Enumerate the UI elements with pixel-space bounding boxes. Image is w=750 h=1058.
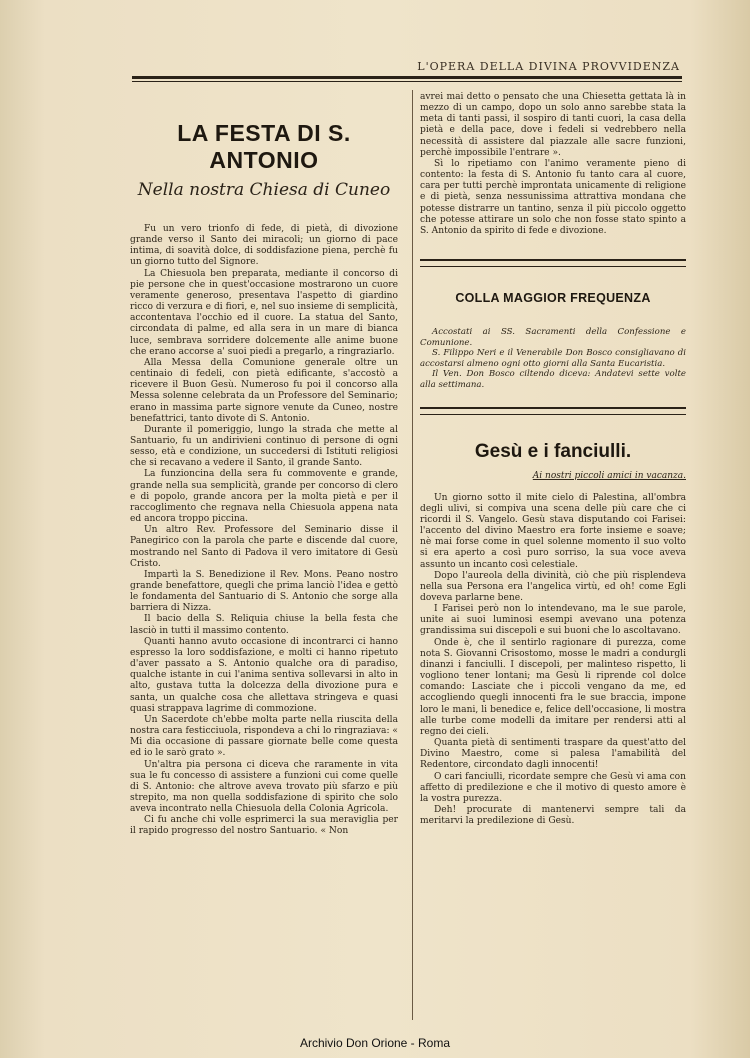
section-title-gesu: Gesù e i fanciulli. — [474, 440, 632, 462]
article-paragraph: Ci fu anche chi volle esprimerci la sua meraviglia per il rapido progresso del nostro Santuario. « Non — [130, 815, 398, 837]
running-head: L'OPERA DELLA DIVINA PROVVIDENZA — [417, 60, 680, 73]
continuation-paragraph: avrei mai detto o pensato che una Chiesetta gettata là in mezzo di un campo, dopo un solo anno sarebbe stata la meta di tanti passi, il sospiro di tanti cuori, la casa della pietà e della pace, dove i fedeli si vedrebbero nella necessità di assistere dal piazzale alle sacre funzioni, perchè impossibile l'entrare ». — [420, 92, 686, 158]
gesu-article-body — [420, 493, 686, 828]
frequency-section — [420, 327, 686, 391]
header-rule-thin — [132, 81, 682, 82]
section-rule — [420, 407, 686, 415]
column-divider — [412, 90, 413, 1020]
archive-footer: Archivio Don Orione - Roma — [299, 1036, 451, 1050]
gesu-paragraph: Deh! procurate di mantenervi sempre tali da meritarvi la predilezione di Gesù. — [420, 804, 686, 827]
gesu-paragraph: Onde è, che il sentirlo ragionare di purezza, come nota S. Giovanni Crisostomo, mosse le madri a condurgli dinanzi i fanciulli. I discepoli, per malinteso rispetto, li vogliono tener lontani; ma Gesù li riprende col dolce comando: Lasciate che i piccoli vengano da me, ed accogliendo quegli innocenti fra le sue braccia, impone loro le mani, li benedice e, felice dell'occasione, li mostra alle turbe come modelli da imitare per rendersi atti al regno dei cieli. — [420, 637, 686, 737]
left-column — [130, 120, 398, 838]
article-title: LA FESTA DI S. ANTONIO — [177, 120, 351, 173]
article-subtitle: Nella nostra Chiesa di Cuneo — [137, 180, 391, 200]
article-paragraph: Un Sacerdote ch'ebbe molta parte nella riuscita della nostra cara festicciuola, rispondeva a chi lo ringraziava: « Mi dia occasione di passare giornate belle come questa ed io le sarò grato ». — [130, 714, 398, 759]
header-rule — [132, 76, 682, 79]
article-body — [130, 224, 398, 838]
section-rule — [420, 259, 686, 267]
right-column — [420, 92, 686, 827]
article-paragraph: Quanti hanno avuto occasione di incontrarci ci hanno espresso la loro soddisfazione, e molti ci hanno ripetuto d'aver passato a S. Antonio qualche ora di paradiso, qualche istante in cui l'anima sentiva sollevarsi in alto in alto, gustava tutta la dolcezza della divozione pura e santa, un qualche cosa che allettava stringeva e quasi quasi strappava lagrime di commozione. — [130, 636, 398, 714]
article-paragraph: La funzioncina della sera fu commovente e grande, grande nella sua semplicità, grande per concorso di clero e di popolo, grande ancora per la molta pietà e per il raccoglimento che regnava nella Chiesuola appena nata ed ancora troppo piccina. — [130, 469, 398, 525]
article-paragraph: Durante il pomeriggio, lungo la strada che mette al Santuario, fu un andirivieni continuo di persone di ogni sesso, età e condizione, un succedersi di Istituti religiosi che si recavano a vedere il Santo, il grande Santo. — [130, 424, 398, 469]
article-paragraph: Impartì la S. Benedizione il Rev. Mons. Peano nostro grande benefattore, quegli che prima lanciò l'idea e gettò le fondamenta del Santuario di S. Antonio che sorge alla barriera di Nizza. — [130, 569, 398, 614]
article-paragraph: Il bacio della S. Reliquia chiuse la bella festa che lasciò in tutti il massimo contento. — [130, 614, 398, 636]
article-paragraph: Un altro Rev. Professore del Seminario disse il Panegirico con la parola che parte e discende dal cuore, mostrando nel Santo di Padova il vero imitatore di Gesù Cristo. — [130, 525, 398, 569]
section-title: COLLA MAGGIOR FREQUENZA — [455, 291, 651, 306]
frequency-paragraph: Il Ven. Don Bosco ciltendo diceva: Andatevi sette volte alla settimana. — [420, 369, 686, 390]
frequency-paragraph: S. Filippo Neri e il Venerabile Don Bosco consigliavano di accostarsi almeno ogni otto giorni alla Santa Eucaristia. — [420, 348, 686, 369]
article-paragraph: Fu un vero trionfo di fede, di pietà, di divozione grande verso il Santo dei miracoli; un giorno di pace intima, di soavità dolce, di soddisfazione piena, perchè fu un giorno tutto del Signore. — [130, 224, 398, 268]
gesu-paragraph: O cari fanciulli, ricordate sempre che Gesù vi ama con affetto di predilezione e che il motivo di questo amore è la vostra purezza. — [420, 771, 686, 804]
gesu-paragraph: I Farisei però non lo intendevano, ma le sue parole, unite ai suoi luminosi esempi avevano una potenza grandissima sui discepoli e sui buoni che lo ascoltavano. — [420, 604, 686, 637]
gesu-paragraph: Dopo l'aureola della divinità, ciò che più risplendeva nella sua Persona era l'angelica virtù, ed oh! come Egli doveva parlarne bene. — [420, 570, 686, 603]
article-continuation — [420, 92, 686, 237]
article-paragraph: La Chiesuola ben preparata, mediante il concorso di pie persone che in quest'occasione mostrarono un cuore veramente generoso, presentava l'aspetto di giardino ricco di verzura e di fiori, e, nel suo insieme di semplicità, accontentava l'occhio ed il cuore. La statua del Santo, circondata di palme, ed alla sera in un mare di bianca luce, sembrava sorridere dolcemente alle anime buone che erano accorse a' suoi piedi a pregarlo, a ringraziarlo. — [130, 268, 398, 357]
gesu-paragraph: Quanta pietà di sentimenti traspare da quest'atto del Divino Maestro, come si palesa l'amabilità del Redentore, circondato dagli innocenti! — [420, 738, 686, 771]
dedication: Ai nostri piccoli amici in vacanza. — [532, 470, 686, 481]
frequency-paragraph: Accostati ai SS. Sacramenti della Confessione e Comunione. — [420, 327, 686, 348]
gesu-paragraph: Un giorno sotto il mite cielo di Palestina, all'ombra degli ulivi, si compiva una scena delle più care che ci ricordi il S. Vangelo. Gesù stava disputando coi Farisei: l'accento del divino Maestro era forte insieme e soave; nè mai forse come in quel solenne momento il suo volto si era aperto a così puro sorriso, la sua voce aveva assunto un incanto così celestiale. — [420, 492, 686, 570]
continuation-paragraph: Sì lo ripetiamo con l'animo veramente pieno di contento: la festa di S. Antonio fu tanto cara al cuore, cara per tutti perchè improntata unicamente di religione e di pietà, senza nessunissima attrattiva mondana che potesse distrarre un tantino, senza il più piccolo oggetto che potesse attirare un solo che non fosse stato spinto a S. Antonio da spirito di fede e divozione. — [420, 158, 686, 236]
article-paragraph: Un'altra pia persona ci diceva che raramente in vita sua le fu concesso di assistere a funzioni cui come quelle di S. Antonio: che altrove aveva trovato più sfarzo e più strepito, ma non quella soddisfazione di spirito che solo aveva incontrato nella Chiesuola della Colonia Agricola. — [130, 759, 398, 815]
article-paragraph: Alla Messa della Comunione generale oltre un centinaio di fedeli, con pietà edificante, s'accostò a ricevere il Buon Gesù. Numeroso fu poi il concorso alla Messa solenne celebrata da un Professore del Seminario; erano in massima parte signore venute da Cuneo, nostre benefattrici, tanto divote di S. Antonio. — [130, 357, 398, 424]
